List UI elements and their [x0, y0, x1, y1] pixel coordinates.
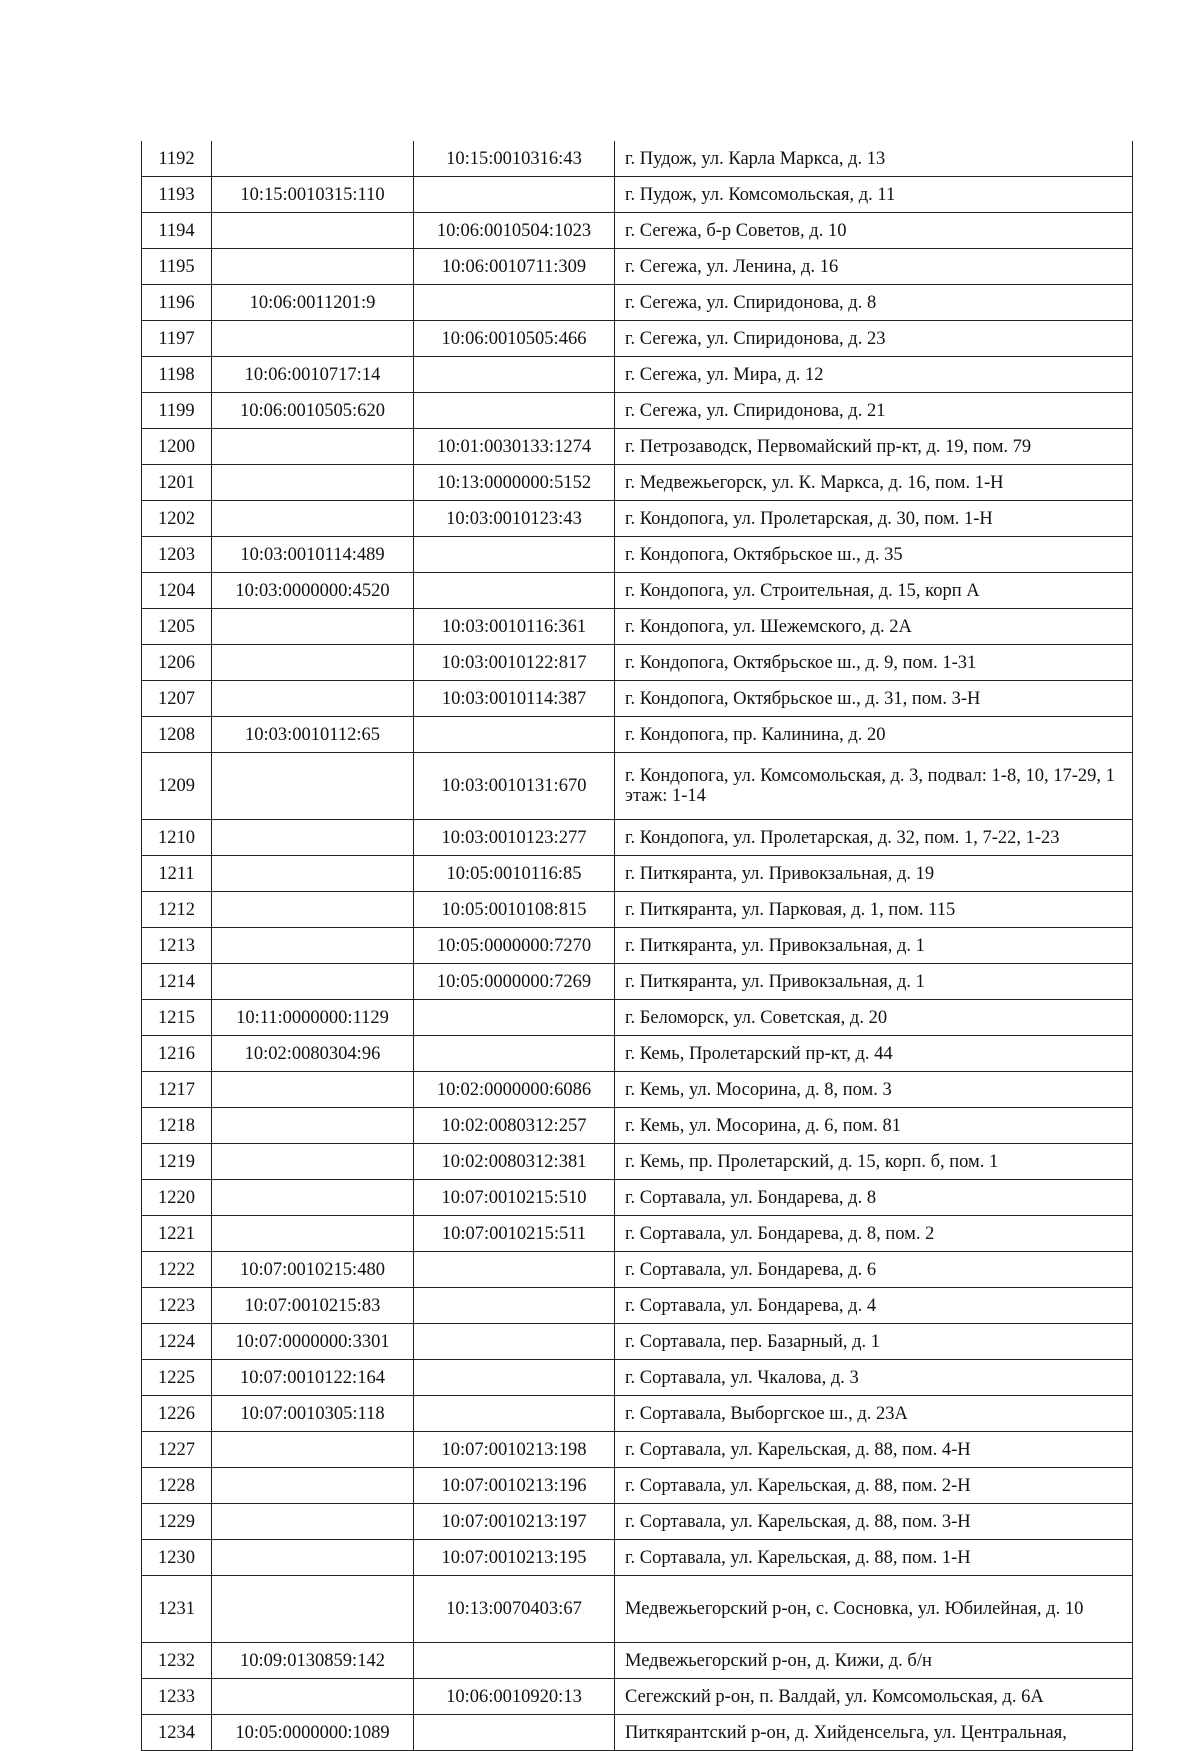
cadastral-number-b-cell: 10:03:0010123:277: [414, 820, 615, 856]
row-number-cell: 1204: [142, 573, 212, 609]
address-cell: г. Сортавала, ул. Бондарева, д. 4: [615, 1288, 1133, 1324]
row-number-cell: 1213: [142, 928, 212, 964]
cadastral-number-b-cell: 10:05:0000000:7270: [414, 928, 615, 964]
row-number-cell: 1207: [142, 681, 212, 717]
address-cell: г. Сегежа, б-р Советов, д. 10: [615, 213, 1133, 249]
cadastral-number-b-cell: [414, 1288, 615, 1324]
address-cell: г. Пудож, ул. Комсомольская, д. 11: [615, 177, 1133, 213]
row-number-cell: 1217: [142, 1072, 212, 1108]
cadastral-number-b-cell: 10:03:0010122:817: [414, 645, 615, 681]
cadastral-number-b-cell: [414, 285, 615, 321]
cadastral-number-a-cell: [212, 213, 414, 249]
address-cell: г. Питкяранта, ул. Привокзальная, д. 1: [615, 964, 1133, 1000]
table-row: [142, 645, 1133, 681]
cadastral-number-a-cell: 10:05:0000000:1089: [212, 1715, 414, 1751]
row-number-cell: 1200: [142, 429, 212, 465]
cadastral-number-a-cell: [212, 928, 414, 964]
row-number-cell: 1208: [142, 717, 212, 753]
table-row: [142, 1288, 1133, 1324]
cadastral-number-a-cell: 10:07:0010215:83: [212, 1288, 414, 1324]
cadastral-number-a-cell: [212, 856, 414, 892]
cadastral-number-b-cell: [414, 357, 615, 393]
table-row: [142, 465, 1133, 501]
address-cell: г. Сегежа, ул. Спиридонова, д. 8: [615, 285, 1133, 321]
cadastral-number-b-cell: 10:02:0000000:6086: [414, 1072, 615, 1108]
address-cell: г. Сортавала, ул. Карельская, д. 88, пом. 3-Н: [615, 1504, 1133, 1540]
row-number-cell: 1233: [142, 1679, 212, 1715]
table-row: [142, 141, 1133, 177]
document-page: [141, 141, 1132, 1751]
address-cell: г. Сортавала, ул. Карельская, д. 88, пом. 2-Н: [615, 1468, 1133, 1504]
address-cell: г. Сегежа, ул. Ленина, д. 16: [615, 249, 1133, 285]
row-number-cell: 1210: [142, 820, 212, 856]
cadastral-number-b-cell: [414, 717, 615, 753]
cadastral-number-a-cell: 10:07:0010305:118: [212, 1396, 414, 1432]
table-row: [142, 856, 1133, 892]
address-cell: г. Сегежа, ул. Спиридонова, д. 23: [615, 321, 1133, 357]
cadastral-number-b-cell: [414, 1036, 615, 1072]
address-cell: г. Кондопога, пр. Калинина, д. 20: [615, 717, 1133, 753]
row-number-cell: 1209: [142, 753, 212, 820]
cadastral-number-b-cell: [414, 537, 615, 573]
cadastral-number-a-cell: 10:07:0000000:3301: [212, 1324, 414, 1360]
address-cell: г. Кемь, ул. Мосорина, д. 6, пом. 81: [615, 1108, 1133, 1144]
cadastral-number-a-cell: 10:06:0010717:14: [212, 357, 414, 393]
address-cell: г. Кондопога, Октябрьское ш., д. 9, пом. 1-31: [615, 645, 1133, 681]
row-number-cell: 1192: [142, 141, 212, 177]
cadastral-number-b-cell: 10:02:0080312:257: [414, 1108, 615, 1144]
row-number-cell: 1231: [142, 1576, 212, 1643]
row-number-cell: 1220: [142, 1180, 212, 1216]
cadastral-number-a-cell: [212, 964, 414, 1000]
address-cell: г. Сегежа, ул. Мира, д. 12: [615, 357, 1133, 393]
address-cell: г. Кемь, Пролетарский пр-кт, д. 44: [615, 1036, 1133, 1072]
table-row: [142, 537, 1133, 573]
cadastral-number-b-cell: 10:07:0010213:196: [414, 1468, 615, 1504]
table-row: [142, 964, 1133, 1000]
table-row: [142, 1540, 1133, 1576]
table-row: [142, 892, 1133, 928]
address-cell: г. Питкяранта, ул. Привокзальная, д. 1: [615, 928, 1133, 964]
cadastral-number-a-cell: [212, 1576, 414, 1643]
cadastral-number-a-cell: [212, 753, 414, 820]
cadastral-number-b-cell: [414, 177, 615, 213]
cadastral-number-b-cell: 10:05:0010108:815: [414, 892, 615, 928]
cadastral-number-b-cell: [414, 1252, 615, 1288]
address-cell: г. Сортавала, Выборгское ш., д. 23А: [615, 1396, 1133, 1432]
cadastral-number-b-cell: 10:03:0010116:361: [414, 609, 615, 645]
table-row: [142, 1468, 1133, 1504]
cadastral-number-b-cell: 10:06:0010504:1023: [414, 213, 615, 249]
cadastral-number-b-cell: 10:06:0010711:309: [414, 249, 615, 285]
table-row: [142, 357, 1133, 393]
cadastral-number-a-cell: [212, 820, 414, 856]
cadastral-number-b-cell: 10:07:0010213:197: [414, 1504, 615, 1540]
cadastral-number-a-cell: [212, 681, 414, 717]
cadastral-number-a-cell: 10:03:0010112:65: [212, 717, 414, 753]
table-row: [142, 1252, 1133, 1288]
cadastral-number-b-cell: 10:01:0030133:1274: [414, 429, 615, 465]
row-number-cell: 1203: [142, 537, 212, 573]
cadastral-number-b-cell: 10:13:0070403:67: [414, 1576, 615, 1643]
row-number-cell: 1229: [142, 1504, 212, 1540]
table-row: [142, 1576, 1133, 1643]
cadastral-number-a-cell: 10:11:0000000:1129: [212, 1000, 414, 1036]
address-cell: Сегежский р-он, п. Валдай, ул. Комсомольская, д. 6А: [615, 1679, 1133, 1715]
row-number-cell: 1205: [142, 609, 212, 645]
cadastral-number-a-cell: [212, 1108, 414, 1144]
table-row: [142, 928, 1133, 964]
address-cell: г. Беломорск, ул. Советская, д. 20: [615, 1000, 1133, 1036]
cadastral-number-a-cell: [212, 141, 414, 177]
table-row: [142, 429, 1133, 465]
table-row: [142, 249, 1133, 285]
address-cell: г. Кондопога, ул. Строительная, д. 15, корп А: [615, 573, 1133, 609]
address-cell: г. Кемь, ул. Мосорина, д. 8, пом. 3: [615, 1072, 1133, 1108]
table-row: [142, 393, 1133, 429]
property-registry-table: [141, 141, 1133, 1751]
cadastral-number-b-cell: 10:06:0010920:13: [414, 1679, 615, 1715]
row-number-cell: 1225: [142, 1360, 212, 1396]
row-number-cell: 1199: [142, 393, 212, 429]
row-number-cell: 1218: [142, 1108, 212, 1144]
address-cell: Медвежьегорский р-он, д. Кижи, д. б/н: [615, 1643, 1133, 1679]
address-cell: г. Кондопога, ул. Комсомольская, д. 3, подвал: 1-8, 10, 17-29, 1 этаж: 1-14: [615, 753, 1133, 820]
table-row: [142, 213, 1133, 249]
cadastral-number-a-cell: 10:03:0000000:4520: [212, 573, 414, 609]
cadastral-number-a-cell: 10:02:0080304:96: [212, 1036, 414, 1072]
address-cell: г. Кондопога, ул. Пролетарская, д. 32, пом. 1, 7-22, 1-23: [615, 820, 1133, 856]
table-row: [142, 1504, 1133, 1540]
address-cell: г. Кондопога, Октябрьское ш., д. 31, пом. 3-Н: [615, 681, 1133, 717]
address-cell: г. Сортавала, ул. Карельская, д. 88, пом. 4-Н: [615, 1432, 1133, 1468]
row-number-cell: 1194: [142, 213, 212, 249]
table-row: [142, 1036, 1133, 1072]
cadastral-number-a-cell: [212, 1216, 414, 1252]
table-row: [142, 1643, 1133, 1679]
address-cell: г. Сортавала, ул. Чкалова, д. 3: [615, 1360, 1133, 1396]
cadastral-number-a-cell: [212, 1468, 414, 1504]
row-number-cell: 1228: [142, 1468, 212, 1504]
table-row: [142, 573, 1133, 609]
cadastral-number-b-cell: [414, 393, 615, 429]
cadastral-number-a-cell: 10:06:0011201:9: [212, 285, 414, 321]
table-row: [142, 285, 1133, 321]
cadastral-number-a-cell: 10:07:0010122:164: [212, 1360, 414, 1396]
cadastral-number-b-cell: 10:06:0010505:466: [414, 321, 615, 357]
cadastral-number-a-cell: [212, 465, 414, 501]
row-number-cell: 1201: [142, 465, 212, 501]
table-row: [142, 1324, 1133, 1360]
table-row: [142, 1072, 1133, 1108]
cadastral-number-b-cell: 10:05:0000000:7269: [414, 964, 615, 1000]
row-number-cell: 1193: [142, 177, 212, 213]
row-number-cell: 1230: [142, 1540, 212, 1576]
address-cell: г. Петрозаводск, Первомайский пр-кт, д. 19, пом. 79: [615, 429, 1133, 465]
table-row: [142, 1180, 1133, 1216]
table-row: [142, 321, 1133, 357]
cadastral-number-b-cell: 10:13:0000000:5152: [414, 465, 615, 501]
cadastral-number-a-cell: 10:07:0010215:480: [212, 1252, 414, 1288]
cadastral-number-b-cell: [414, 1715, 615, 1751]
cadastral-number-b-cell: 10:07:0010213:198: [414, 1432, 615, 1468]
cadastral-number-a-cell: [212, 321, 414, 357]
cadastral-number-a-cell: 10:15:0010315:110: [212, 177, 414, 213]
cadastral-number-a-cell: 10:03:0010114:489: [212, 537, 414, 573]
cadastral-number-b-cell: 10:03:0010123:43: [414, 501, 615, 537]
cadastral-number-b-cell: 10:15:0010316:43: [414, 141, 615, 177]
address-cell: г. Сортавала, ул. Бондарева, д. 8: [615, 1180, 1133, 1216]
cadastral-number-a-cell: [212, 1144, 414, 1180]
cadastral-number-b-cell: [414, 1396, 615, 1432]
table-row: [142, 1108, 1133, 1144]
address-cell: г. Сортавала, пер. Базарный, д. 1: [615, 1324, 1133, 1360]
row-number-cell: 1224: [142, 1324, 212, 1360]
row-number-cell: 1212: [142, 892, 212, 928]
cadastral-number-b-cell: [414, 573, 615, 609]
cadastral-number-a-cell: 10:09:0130859:142: [212, 1643, 414, 1679]
row-number-cell: 1216: [142, 1036, 212, 1072]
table-row: [142, 1000, 1133, 1036]
table-row: [142, 1396, 1133, 1432]
cadastral-number-a-cell: [212, 1432, 414, 1468]
cadastral-number-b-cell: [414, 1643, 615, 1679]
address-cell: г. Питкяранта, ул. Привокзальная, д. 19: [615, 856, 1133, 892]
registry-table-body: [142, 141, 1133, 1751]
address-cell: г. Пудож, ул. Карла Маркса, д. 13: [615, 141, 1133, 177]
table-row: [142, 717, 1133, 753]
row-number-cell: 1196: [142, 285, 212, 321]
cadastral-number-a-cell: [212, 609, 414, 645]
table-row: [142, 1360, 1133, 1396]
row-number-cell: 1226: [142, 1396, 212, 1432]
row-number-cell: 1202: [142, 501, 212, 537]
cadastral-number-b-cell: 10:07:0010213:195: [414, 1540, 615, 1576]
table-row: [142, 501, 1133, 537]
cadastral-number-b-cell: 10:03:0010131:670: [414, 753, 615, 820]
cadastral-number-a-cell: [212, 892, 414, 928]
row-number-cell: 1197: [142, 321, 212, 357]
table-row: [142, 177, 1133, 213]
table-row: [142, 609, 1133, 645]
table-row: [142, 681, 1133, 717]
cadastral-number-b-cell: [414, 1360, 615, 1396]
address-cell: г. Кондопога, ул. Шежемского, д. 2А: [615, 609, 1133, 645]
address-cell: г. Питкяранта, ул. Парковая, д. 1, пом. 115: [615, 892, 1133, 928]
row-number-cell: 1234: [142, 1715, 212, 1751]
address-cell: Медвежьегорский р-он, с. Сосновка, ул. Юбилейная, д. 10: [615, 1576, 1133, 1643]
table-row: [142, 1216, 1133, 1252]
row-number-cell: 1232: [142, 1643, 212, 1679]
address-cell: г. Кондопога, Октябрьское ш., д. 35: [615, 537, 1133, 573]
table-row: [142, 820, 1133, 856]
row-number-cell: 1221: [142, 1216, 212, 1252]
cadastral-number-b-cell: [414, 1000, 615, 1036]
row-number-cell: 1223: [142, 1288, 212, 1324]
table-row: [142, 1432, 1133, 1468]
table-row: [142, 1715, 1133, 1751]
address-cell: г. Сортавала, ул. Бондарева, д. 6: [615, 1252, 1133, 1288]
cadastral-number-b-cell: 10:03:0010114:387: [414, 681, 615, 717]
address-cell: Питкярантский р-он, д. Хийденсельга, ул. Центральная,: [615, 1715, 1133, 1751]
address-cell: г. Кондопога, ул. Пролетарская, д. 30, пом. 1-Н: [615, 501, 1133, 537]
address-cell: г. Сегежа, ул. Спиридонова, д. 21: [615, 393, 1133, 429]
row-number-cell: 1227: [142, 1432, 212, 1468]
address-cell: г. Кемь, пр. Пролетарский, д. 15, корп. б, пом. 1: [615, 1144, 1133, 1180]
cadastral-number-a-cell: [212, 249, 414, 285]
row-number-cell: 1195: [142, 249, 212, 285]
cadastral-number-b-cell: 10:05:0010116:85: [414, 856, 615, 892]
cadastral-number-a-cell: [212, 429, 414, 465]
address-cell: г. Сортавала, ул. Бондарева, д. 8, пом. 2: [615, 1216, 1133, 1252]
address-cell: г. Медвежьегорск, ул. К. Маркса, д. 16, пом. 1-Н: [615, 465, 1133, 501]
table-row: [142, 1144, 1133, 1180]
table-row: [142, 753, 1133, 820]
cadastral-number-b-cell: 10:07:0010215:511: [414, 1216, 615, 1252]
cadastral-number-a-cell: [212, 1504, 414, 1540]
row-number-cell: 1211: [142, 856, 212, 892]
cadastral-number-a-cell: 10:06:0010505:620: [212, 393, 414, 429]
address-cell: г. Сортавала, ул. Карельская, д. 88, пом. 1-Н: [615, 1540, 1133, 1576]
row-number-cell: 1219: [142, 1144, 212, 1180]
cadastral-number-b-cell: 10:02:0080312:381: [414, 1144, 615, 1180]
row-number-cell: 1206: [142, 645, 212, 681]
cadastral-number-a-cell: [212, 1072, 414, 1108]
row-number-cell: 1222: [142, 1252, 212, 1288]
row-number-cell: 1215: [142, 1000, 212, 1036]
row-number-cell: 1198: [142, 357, 212, 393]
cadastral-number-b-cell: [414, 1324, 615, 1360]
cadastral-number-b-cell: 10:07:0010215:510: [414, 1180, 615, 1216]
row-number-cell: 1214: [142, 964, 212, 1000]
cadastral-number-a-cell: [212, 645, 414, 681]
cadastral-number-a-cell: [212, 1540, 414, 1576]
cadastral-number-a-cell: [212, 1180, 414, 1216]
cadastral-number-a-cell: [212, 501, 414, 537]
